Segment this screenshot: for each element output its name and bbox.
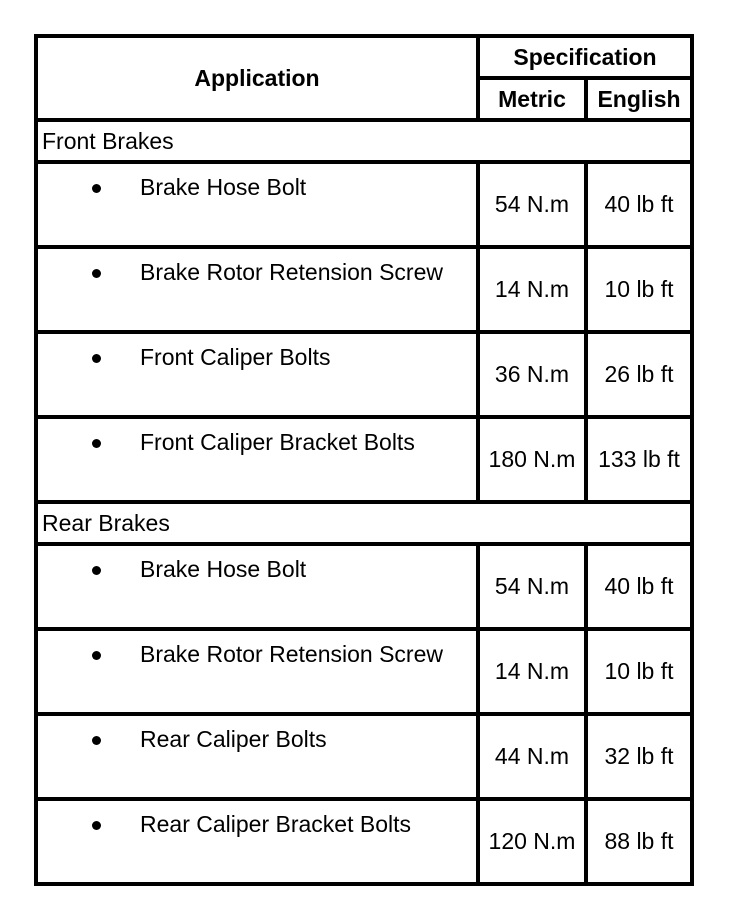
header-specification: Specification: [478, 36, 692, 78]
bullet-icon: [92, 566, 101, 575]
metric-value: 120 N.m: [478, 799, 586, 884]
table-row: [36, 162, 692, 247]
application-cell: [36, 799, 478, 884]
metric-value: 36 N.m: [478, 332, 586, 417]
brake-torque-spec-table: [34, 34, 694, 886]
table-row: [36, 799, 692, 884]
table-row: [36, 417, 692, 502]
item-name: Rear Caliper Bracket Bolts: [140, 811, 411, 837]
table-row: [36, 714, 692, 799]
english-value: 40 lb ft: [586, 162, 692, 247]
bullet-icon: [92, 821, 101, 830]
section-title: Front Brakes: [36, 120, 692, 162]
metric-value: 180 N.m: [478, 417, 586, 502]
english-value: 40 lb ft: [586, 544, 692, 629]
section-row-rear-brakes: [36, 502, 692, 544]
item-name: Brake Rotor Retension Screw: [140, 259, 443, 285]
application-cell: [36, 629, 478, 714]
bullet-icon: [92, 736, 101, 745]
metric-value: 54 N.m: [478, 162, 586, 247]
table-row: [36, 629, 692, 714]
bullet-icon: [92, 439, 101, 448]
header-english: English: [586, 78, 692, 120]
english-value: 26 lb ft: [586, 332, 692, 417]
bullet-icon: [92, 651, 101, 660]
application-cell: [36, 544, 478, 629]
item-name: Rear Caliper Bolts: [140, 726, 327, 752]
english-value: 10 lb ft: [586, 247, 692, 332]
table-header-row: [36, 36, 692, 78]
section-title: Rear Brakes: [36, 502, 692, 544]
section-row-front-brakes: [36, 120, 692, 162]
item-name: Front Caliper Bracket Bolts: [140, 429, 415, 455]
application-cell: [36, 417, 478, 502]
table-row: [36, 332, 692, 417]
bullet-icon: [92, 354, 101, 363]
english-value: 32 lb ft: [586, 714, 692, 799]
metric-value: 14 N.m: [478, 629, 586, 714]
item-name: Brake Hose Bolt: [140, 174, 307, 200]
item-name: Front Caliper Bolts: [140, 344, 331, 370]
item-name: Brake Rotor Retension Screw: [140, 641, 443, 667]
metric-value: 54 N.m: [478, 544, 586, 629]
header-application: Application: [36, 36, 478, 120]
application-cell: [36, 332, 478, 417]
english-value: 133 lb ft: [586, 417, 692, 502]
application-cell: [36, 714, 478, 799]
table-row: [36, 544, 692, 629]
metric-value: 14 N.m: [478, 247, 586, 332]
table-row: [36, 247, 692, 332]
application-cell: [36, 162, 478, 247]
bullet-icon: [92, 184, 101, 193]
item-name: Brake Hose Bolt: [140, 556, 307, 582]
metric-value: 44 N.m: [478, 714, 586, 799]
header-metric: Metric: [478, 78, 586, 120]
application-cell: [36, 247, 478, 332]
english-value: 88 lb ft: [586, 799, 692, 884]
bullet-icon: [92, 269, 101, 278]
english-value: 10 lb ft: [586, 629, 692, 714]
